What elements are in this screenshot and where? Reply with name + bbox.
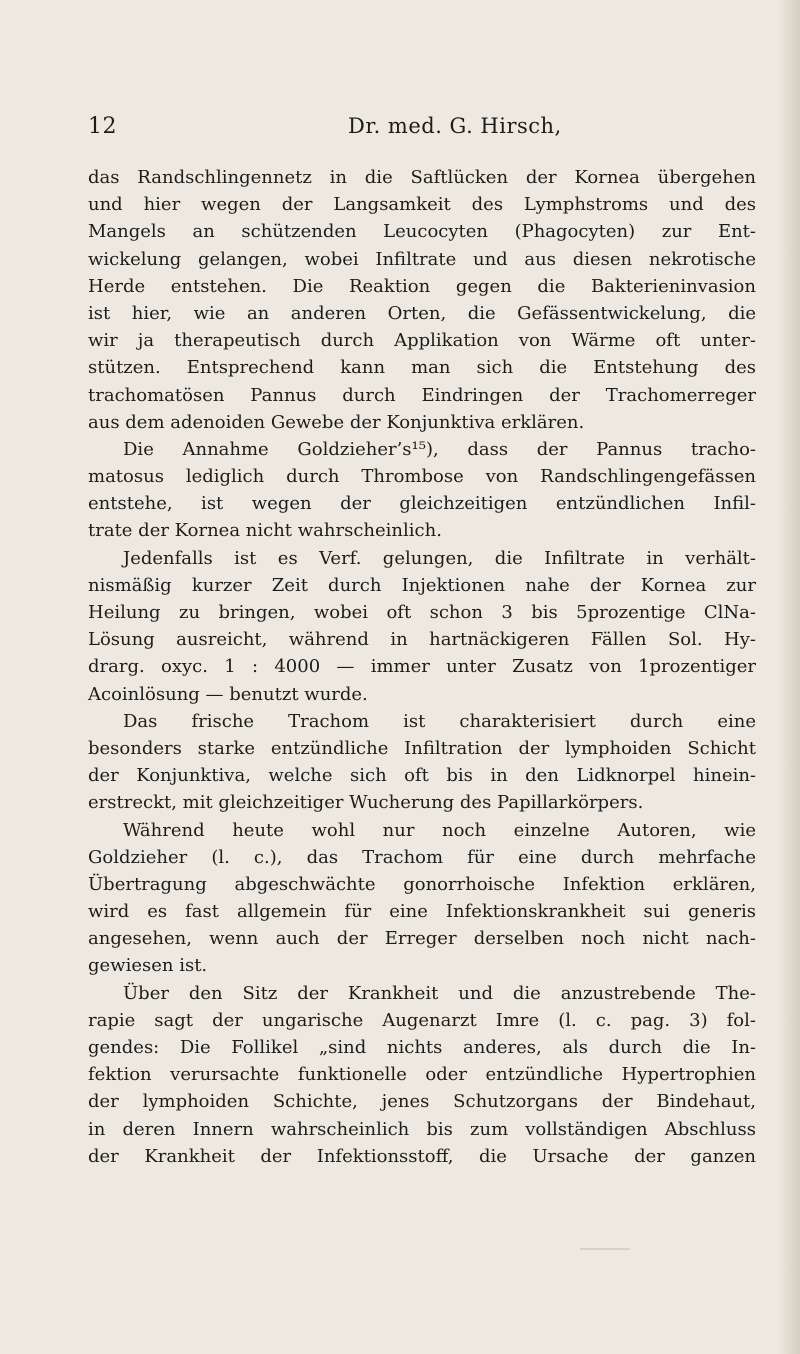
text-line: gendes: Die Follikel „sind nichts anderes, als durch die In- — [88, 1037, 756, 1058]
page-header — [88, 114, 728, 144]
text-line: Goldzieher (l. c.), das Trachom für eine durch mehrfache — [88, 846, 756, 868]
text-line: rapie sagt der ungarische Augenarzt Imre (l. c. pag. 3) fol- — [88, 1009, 756, 1031]
text-line: Das frische Trachom ist charakterisiert durch eine — [123, 710, 756, 732]
text-line: Über den Sitz der Krankheit und die anzustrebende The- — [123, 982, 756, 1004]
text-line: Mangels an schützenden Leucocyten (Phagocyten) zur Ent- — [88, 221, 756, 243]
text-line: wir ja therapeutisch durch Applikation von Wärme oft unter- — [88, 330, 756, 352]
text-line: fektion verursachte funktionelle oder entzündliche Hypertrophien — [88, 1064, 756, 1086]
text-line: trate der Kornea nicht wahrscheinlich. — [88, 520, 442, 542]
text-line: Übertragung abgeschwächte gonorrhoische Infektion erklären, — [88, 873, 756, 895]
text-line: trachomatösen Pannus durch Eindringen der Trachomerreger — [88, 384, 756, 406]
text-line: wickelung gelangen, wobei Infiltrate und aus diesen nekrotische — [88, 248, 756, 270]
text-line: Die Annahme Goldzieher’s¹⁵), dass der Pannus tracho- — [123, 438, 756, 460]
text-line: der lymphoiden Schichte, jenes Schutzorgans der Bindehaut, — [88, 1091, 756, 1113]
text-line: entstehe, ist wegen der gleichzeitigen entzündlichen Infil- — [88, 493, 756, 515]
body-text — [88, 164, 756, 1170]
text-line: in deren Innern wahrscheinlich bis zum vollständigen Abschluss — [88, 1118, 756, 1140]
text-line: drarg. oxyc. 1 : 4000 — immer unter Zusatz von 1prozentiger — [88, 656, 756, 678]
text-line: wird es fast allgemein für eine Infektionskrankheit sui generis — [88, 901, 756, 923]
text-line: der Krankheit der Infektionsstoff, die Ursache der ganzen — [88, 1145, 756, 1167]
page-number: 12 — [88, 114, 117, 139]
running-head: Dr. med. G. Hirsch, — [348, 114, 562, 138]
text-line: angesehen, wenn auch der Erreger derselben noch nicht nach- — [88, 928, 756, 950]
text-line: Lösung ausreicht, während in hartnäckigeren Fällen Sol. Hy- — [88, 629, 756, 651]
text-line: gewiesen ist. — [88, 955, 208, 977]
text-line: erstreckt, mit gleichzeitiger Wucherung des Papillarkörpers. — [88, 792, 644, 814]
paper-smudge — [580, 1248, 630, 1250]
text-line: das Randschlingennetz in die Saftlücken der Kornea übergehen — [88, 167, 756, 188]
text-line: Acoinlösung — benutzt wurde. — [88, 683, 368, 705]
text-line: nismäßig kurzer Zeit durch Injektionen nahe der Kornea zur — [88, 574, 756, 596]
text-line: Heilung zu bringen, wobei oft schon 3 bis 5prozentige ClNa- — [88, 602, 756, 623]
text-line: Während heute wohl nur noch einzelne Autoren, wie — [123, 819, 756, 841]
text-line: ist hier, wie an anderen Orten, die Gefässentwickelung, die — [88, 302, 756, 324]
text-line: und hier wegen der Langsamkeit des Lymphstroms und des — [88, 194, 756, 216]
text-line: Herde entstehen. Die Reaktion gegen die Bakterieninvasion — [88, 275, 756, 297]
page-edge-shadow — [778, 0, 800, 1354]
text-line: der Konjunktiva, welche sich oft bis in den Lidknorpel hinein- — [88, 765, 756, 787]
text-line: stützen. Entsprechend kann man sich die Entstehung des — [88, 357, 756, 379]
text-line: matosus lediglich durch Thrombose von Randschlingengefässen — [88, 466, 756, 488]
text-line: aus dem adenoiden Gewebe der Konjunktiva erklären. — [88, 411, 585, 433]
text-line: Jedenfalls ist es Verf. gelungen, die Infiltrate in verhält- — [123, 547, 756, 569]
text-line: besonders starke entzündliche Infiltration der lymphoiden Schicht — [88, 737, 756, 759]
